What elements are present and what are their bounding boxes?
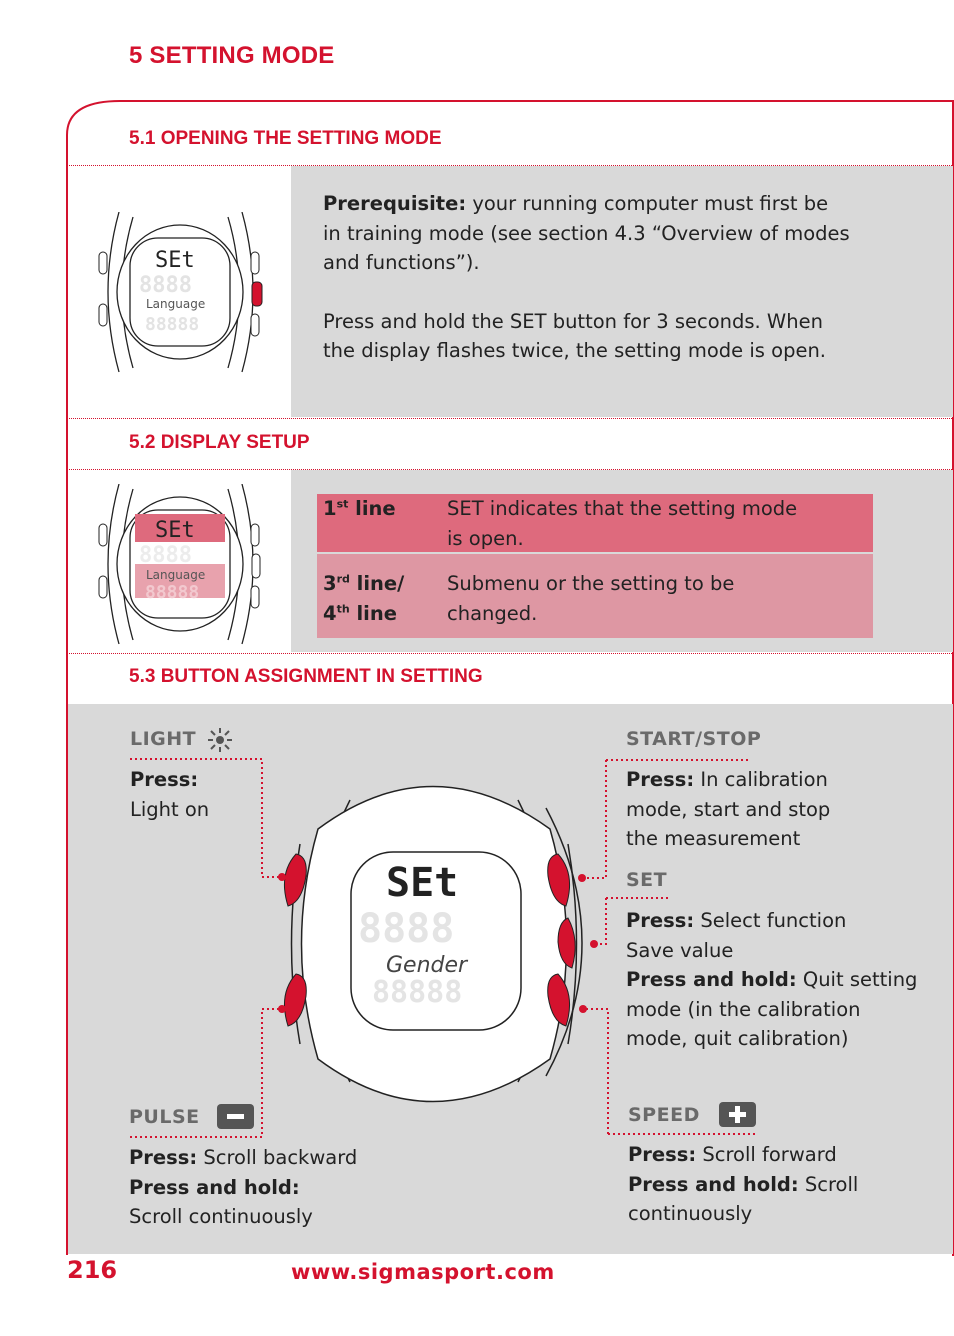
watch-line3-text: Language <box>146 297 206 311</box>
watch-line1-text: SEt <box>155 518 195 543</box>
watch-line3-text: Language <box>146 568 206 582</box>
svg-text:88888: 88888 <box>145 582 200 603</box>
plus-icon <box>719 1102 756 1127</box>
table-row <box>317 554 873 638</box>
divider <box>67 653 954 654</box>
pulse-label: PULSE <box>129 1106 200 1128</box>
set-label: SET <box>626 869 668 891</box>
divider <box>67 418 954 419</box>
svg-text:88888: 88888 <box>372 975 463 1010</box>
minus-icon <box>217 1104 254 1129</box>
section-title-buttons: 5.3 BUTTON ASSIGNMENT IN SETTING <box>129 666 483 687</box>
start-stop-desc: Press: In calibration mode, start and stop the measurement <box>626 768 831 850</box>
row-text: SET indicates that the setting mode is open. <box>447 497 798 550</box>
start-stop-label: START/STOP <box>626 728 762 750</box>
svg-text:8888: 8888 <box>139 543 192 568</box>
press-text-1: Press and hold the SET button for 3 seconds. When <box>323 309 823 333</box>
row-label: 3rd line/ 4th line <box>323 572 405 625</box>
prereq-text-3: and functions”). <box>323 251 480 274</box>
section-title-display: 5.2 DISPLAY SETUP <box>129 432 310 453</box>
speed-label: SPEED <box>628 1104 700 1126</box>
svg-text:8888: 8888 <box>358 906 455 952</box>
press-text-2: the display flashes twice, the setting mode is open. <box>323 339 827 362</box>
row-text: Submenu or the setting to be changed. <box>447 572 735 625</box>
watch-line3-text: Gender <box>386 953 468 978</box>
watch-line1-text: SEt <box>386 860 459 906</box>
sun-icon <box>204 726 236 754</box>
website-link[interactable]: www.sigmasport.com <box>291 1260 555 1284</box>
page-heading: 5 SETTING MODE <box>129 42 335 69</box>
section1-text <box>323 189 933 366</box>
page-number: 216 <box>67 1256 118 1284</box>
watch-line1-text: SEt <box>155 248 195 273</box>
svg-text:8888: 8888 <box>139 273 192 298</box>
svg-text:88888: 88888 <box>145 314 200 335</box>
speed-desc: Press: Scroll forward Press and hold: Scroll continuously <box>628 1143 859 1225</box>
table-row <box>317 494 873 552</box>
prereq-text-1: your running computer must first be <box>466 192 829 215</box>
light-desc: Press: Light on <box>130 768 210 821</box>
prereq-text-2: in training mode (see section 4.3 “Overview of modes <box>323 221 850 245</box>
light-label: LIGHT <box>130 728 197 750</box>
prereq-label: Prerequisite: <box>323 192 467 215</box>
section-title-opening: 5.1 OPENING THE SETTING MODE <box>129 128 442 149</box>
watch-illustration-small <box>97 212 267 374</box>
pulse-desc: Press: Scroll backward Press and hold: Scroll continuously <box>129 1146 358 1228</box>
watch-illustration-highlighted <box>97 484 267 646</box>
row-label: 1st line <box>323 497 396 520</box>
set-desc: Press: Select function Save value Press and hold: Quit setting mode (in the calibration mode, quit calibration) <box>626 909 918 1050</box>
